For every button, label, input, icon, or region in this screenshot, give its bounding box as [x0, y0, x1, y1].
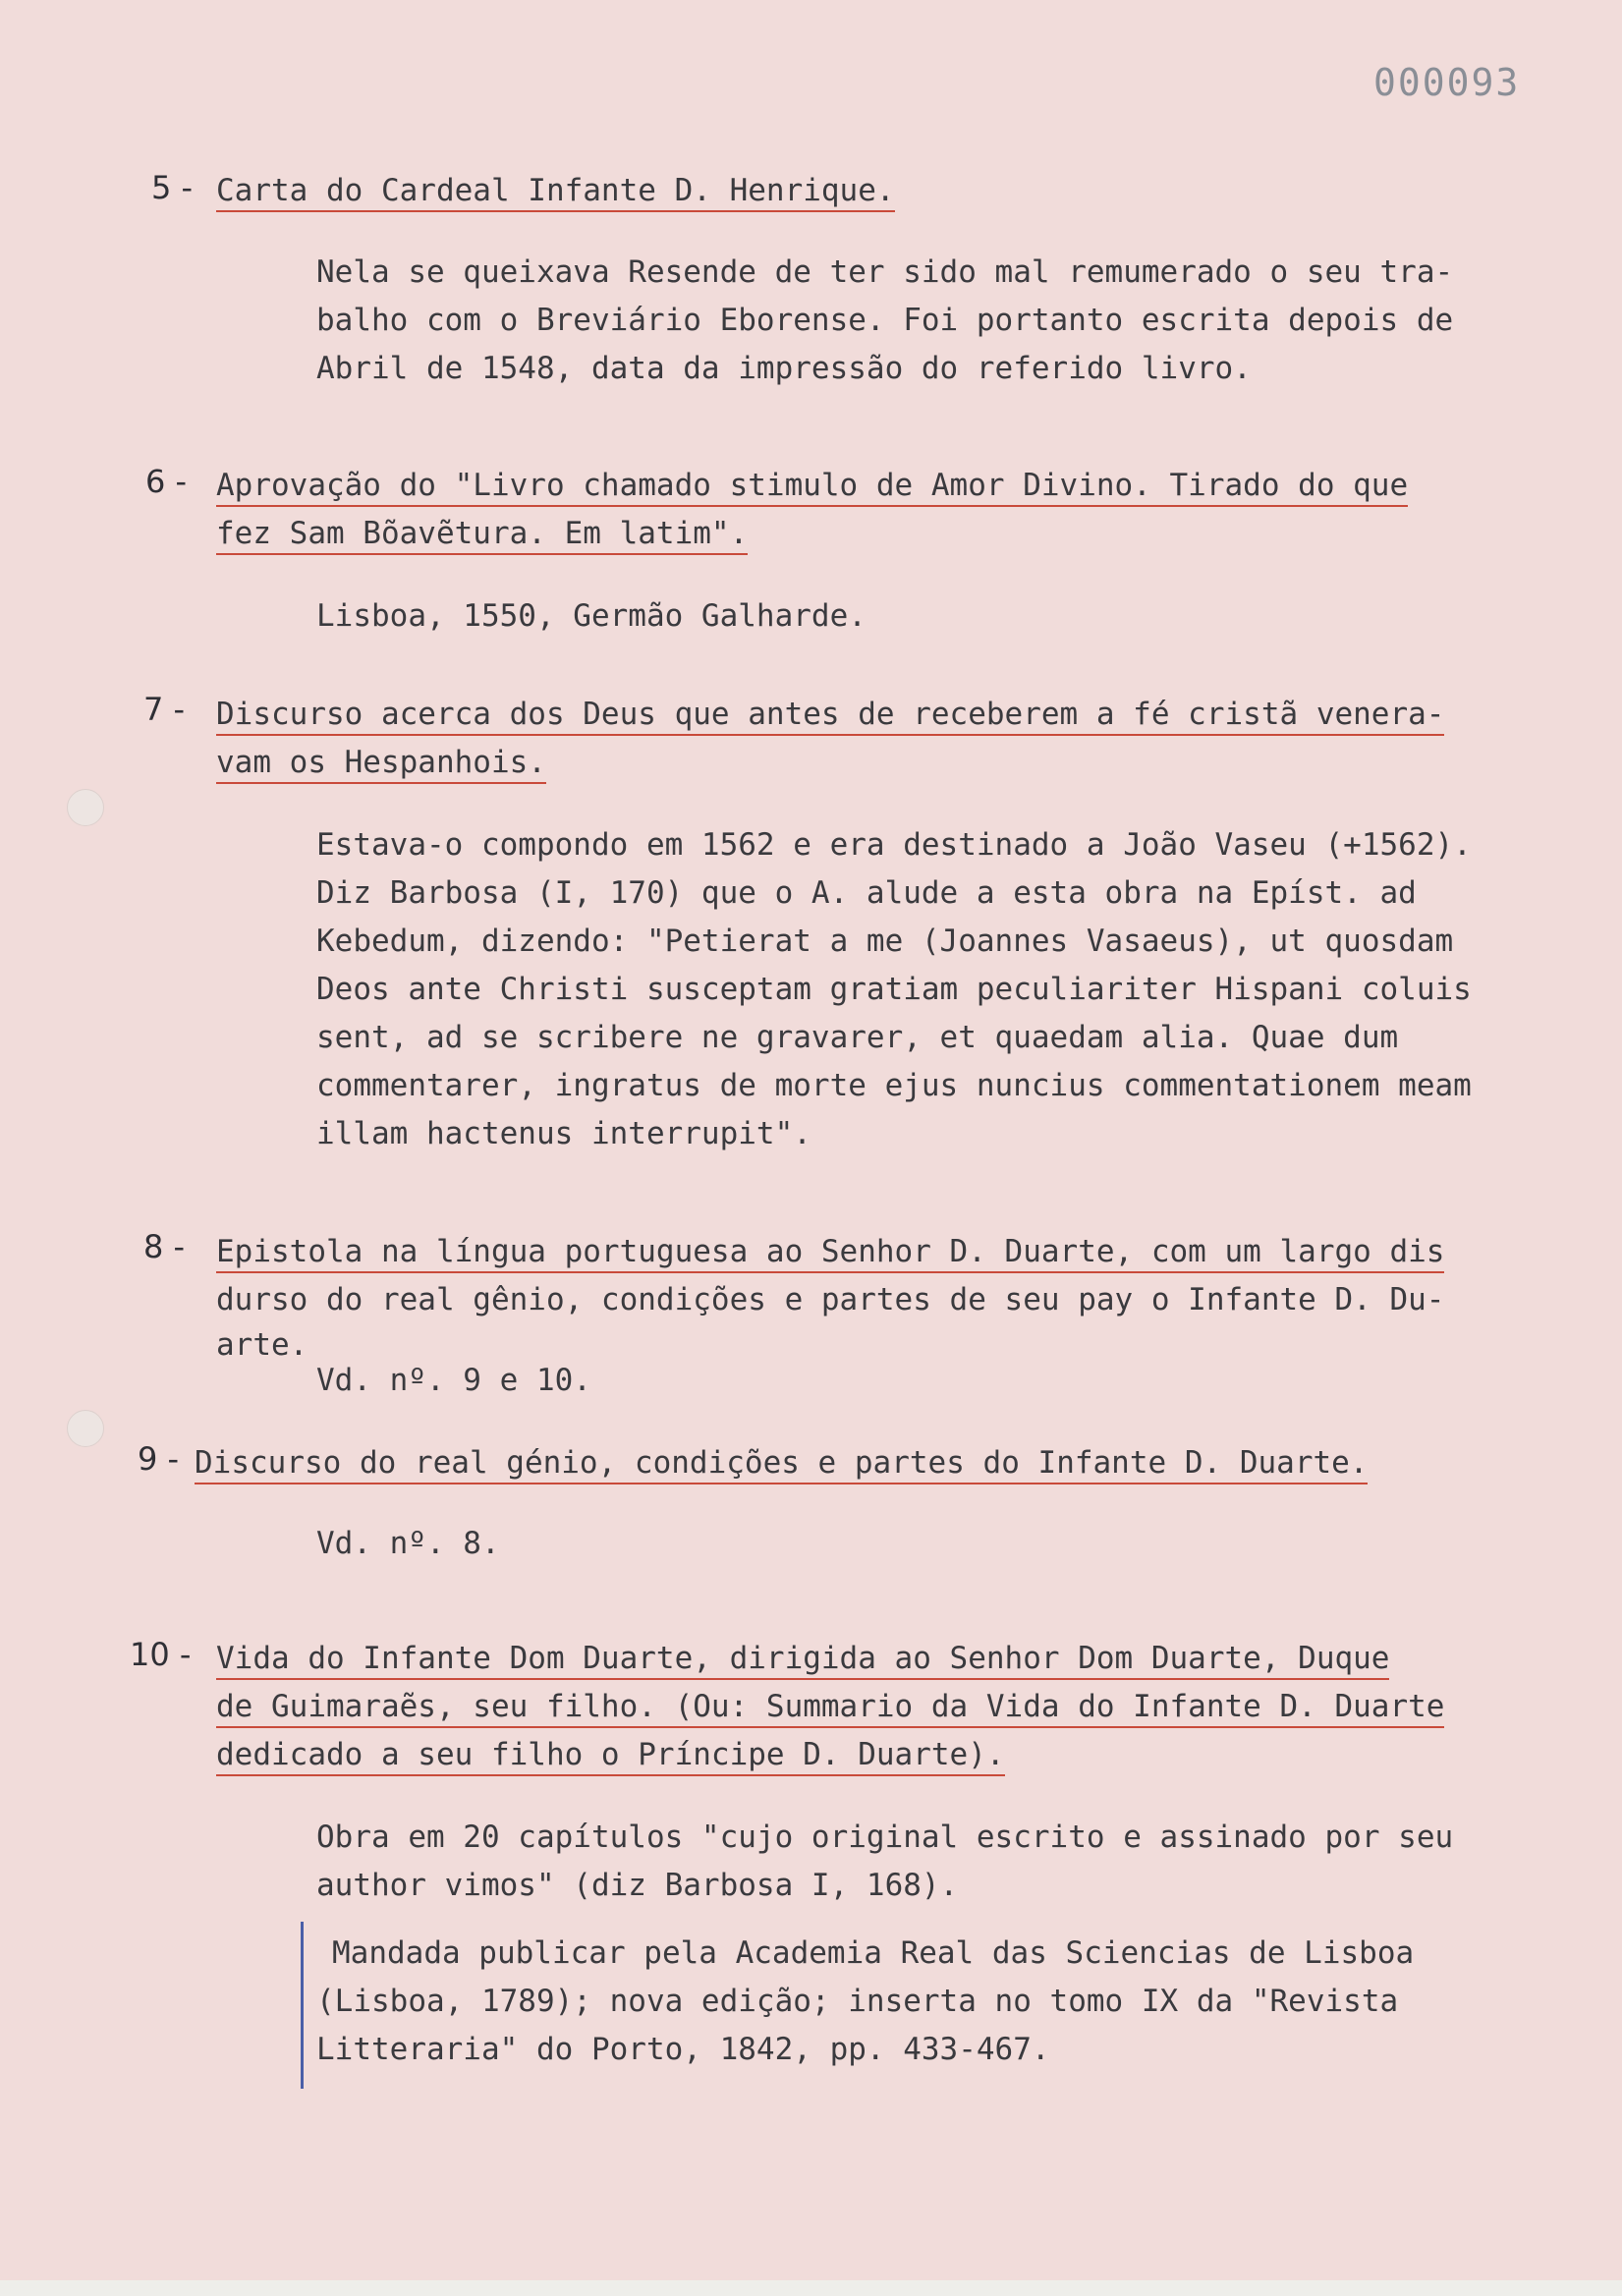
- entry-heading: [216, 1683, 1444, 1731]
- heading-underline: Carta do Cardeal Infante D. Henrique.: [216, 173, 895, 212]
- heading-underline: Discurso acerca dos Deus que antes de receberem a fé cristã venera-: [216, 697, 1444, 736]
- entry-heading: arte.: [216, 1327, 308, 1363]
- scan-edge: [0, 2280, 1622, 2296]
- entry-heading: [216, 1731, 1005, 1779]
- entry-heading: durso do real gênio, condições e partes de seu pay o Infante D. Du-: [216, 1282, 1445, 1317]
- entry-number: 7 -: [143, 691, 186, 728]
- entry-number: 9 -: [138, 1440, 180, 1478]
- body-line: Kebedum, dizendo: "Petierat a me (Joannes Vasaeus), ut quosdam: [316, 924, 1454, 959]
- body-line: Diz Barbosa (I, 170) que o A. alude a esta obra na Epíst. ad: [316, 875, 1417, 911]
- heading-underline: de Guimaraẽs, seu filho. (Ou: Summario da Vida do Infante D. Duarte: [216, 1689, 1444, 1728]
- body-line: author vimos" (diz Barbosa I, 168).: [316, 1868, 959, 1903]
- body-line: (Lisboa, 1789); nova edição; inserta no tomo IX da "Revista: [316, 1984, 1399, 2019]
- heading-underline: Discurso do real génio, condições e partes do Infante D. Duarte.: [195, 1445, 1368, 1484]
- body-line: illam hactenus interrupit".: [316, 1116, 811, 1151]
- body-line: Abril de 1548, data da impressão do referido livro.: [316, 351, 1252, 386]
- body-line: Mandada publicar pela Academia Real das Sciencias de Lisboa: [332, 1935, 1415, 1971]
- entry-heading: [216, 167, 895, 215]
- heading-underline: Vida do Infante Dom Duarte, dirigida ao Senhor Dom Duarte, Duque: [216, 1641, 1389, 1680]
- body-line: Vd. nº. 9 e 10.: [316, 1363, 591, 1398]
- margin-marker-line: [301, 1922, 304, 2089]
- entry-heading: [216, 1635, 1389, 1683]
- entry-heading: [216, 510, 748, 558]
- body-line: sent, ad se scribere ne gravarer, et quaedam alia. Quae dum: [316, 1020, 1399, 1055]
- body-line: Obra em 20 capítulos "cujo original escrito e assinado por seu: [316, 1820, 1454, 1855]
- body-line: Nela se queixava Resende de ter sido mal remumerado o seu tra-: [316, 254, 1454, 290]
- entry-heading: [216, 691, 1444, 739]
- heading-underline: Epistola na língua portuguesa ao Senhor D. Duarte, com um largo dis: [216, 1234, 1444, 1273]
- entry-heading: [216, 462, 1408, 510]
- body-line: Deos ante Christi susceptam gratiam peculiariter Hispani coluis: [316, 972, 1472, 1007]
- heading-underline: vam os Hespanhois.: [216, 745, 546, 784]
- heading-underline: dedicado a seu filho o Príncipe D. Duarte).: [216, 1737, 1005, 1776]
- heading-underline: fez Sam Bõavẽtura. Em latim".: [216, 516, 748, 555]
- entry-number: 6 -: [145, 463, 188, 500]
- page-number-stamp: 000093: [1373, 61, 1521, 104]
- entry-number: 10 -: [130, 1636, 192, 1673]
- body-line: Vd. nº. 8.: [316, 1526, 500, 1561]
- entry-heading: [216, 1228, 1444, 1276]
- entry-heading: [195, 1439, 1368, 1487]
- body-line: commentarer, ingratus de morte ejus nuncius commentationem meam: [316, 1068, 1472, 1103]
- body-line: Estava-o compondo em 1562 e era destinado a João Vaseu (+1562).: [316, 827, 1472, 863]
- body-line: Lisboa, 1550, Germão Galharde.: [316, 598, 867, 634]
- punch-hole: [67, 1410, 104, 1447]
- punch-hole: [67, 789, 104, 826]
- heading-underline: Aprovação do "Livro chamado stimulo de Amor Divino. Tirado do que: [216, 468, 1408, 507]
- body-line: Litteraria" do Porto, 1842, pp. 433-467.: [316, 2032, 1050, 2067]
- entry-heading: [216, 739, 546, 787]
- entry-number: 8 -: [143, 1228, 186, 1265]
- entry-number: 5 -: [151, 169, 194, 206]
- body-line: balho com o Breviário Eborense. Foi portanto escrita depois de: [316, 303, 1454, 338]
